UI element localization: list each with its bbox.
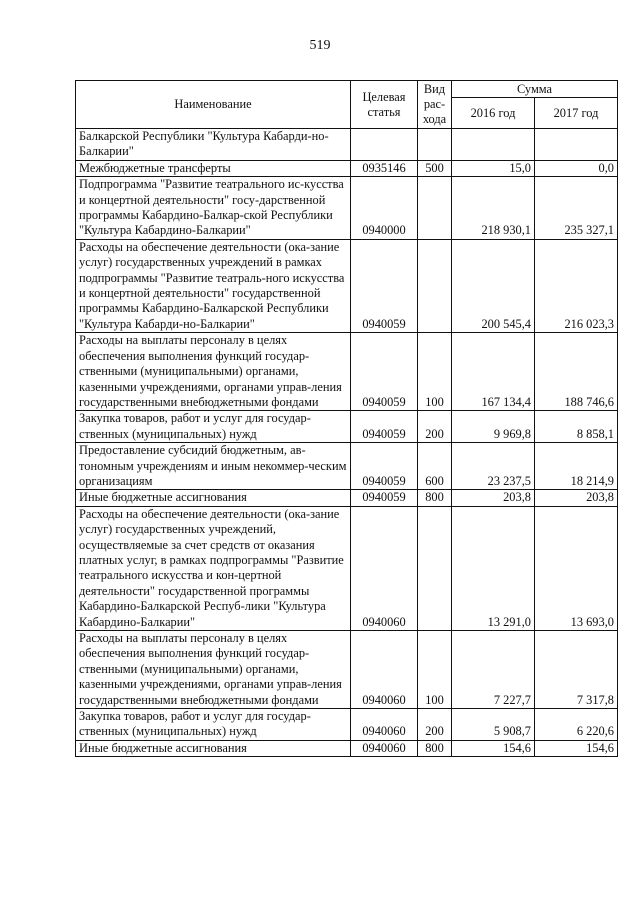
- row-sum-2017-cell: 203,8: [535, 490, 618, 506]
- header-year-2017: 2017 год: [535, 98, 618, 129]
- row-sum-2016-cell: 167 134,4: [452, 333, 535, 411]
- header-expense-type: Вид рас-хода: [418, 81, 452, 129]
- table-row: [76, 443, 618, 490]
- row-target-article-cell: 0940000: [351, 177, 418, 240]
- row-expense-type-cell: [418, 506, 452, 630]
- row-sum-2017-cell: 0,0: [535, 160, 618, 176]
- row-sum-2016-cell: 154,6: [452, 740, 535, 756]
- table-row: [76, 333, 618, 411]
- row-sum-2016-cell: 203,8: [452, 490, 535, 506]
- row-sum-2016-cell: 218 930,1: [452, 177, 535, 240]
- row-target-article-cell: 0940059: [351, 490, 418, 506]
- row-expense-type-cell: 600: [418, 443, 452, 490]
- row-sum-2016-cell: 23 237,5: [452, 443, 535, 490]
- table-row: [76, 506, 618, 630]
- row-sum-2016-cell: 200 545,4: [452, 239, 535, 332]
- row-expense-type-cell: 100: [418, 333, 452, 411]
- row-sum-2016-cell: 15,0: [452, 160, 535, 176]
- row-sum-2016-cell: 7 227,7: [452, 631, 535, 709]
- row-sum-2017-cell: 18 214,9: [535, 443, 618, 490]
- row-sum-2017-cell: 235 327,1: [535, 177, 618, 240]
- table-row: [76, 631, 618, 709]
- table-row: [76, 177, 618, 240]
- row-name-cell: Расходы на обеспечение деятельности (ока-зание услуг) государственных учреждений в рамках подпрограммы "Развитие театраль-ного искусства и концертной деятельности" государственной программы Кабардино-Балкарской Республики "Культура Кабарди-но-Балкарии": [76, 239, 351, 332]
- row-name-cell: Закупка товаров, работ и услуг для государ-ственных (муниципальных) нужд: [76, 411, 351, 443]
- row-name-cell: Балкарской Республики "Культура Кабарди-но-Балкарии": [76, 129, 351, 161]
- row-name-cell: Межбюджетные трансферты: [76, 160, 351, 176]
- row-name-cell: Расходы на обеспечение деятельности (ока-зание услуг) государственных учреждений, осуществляемые за счет средств от оказания платных услуг, в рамках подпрограммы "Развитие театрального искусства и кон-цертной деятельности" государственной программы Кабардино-Балкарской Респуб-лики "Культура Кабардино-Балкарии": [76, 506, 351, 630]
- row-sum-2017-cell: 188 746,6: [535, 333, 618, 411]
- row-sum-2017-cell: 7 317,8: [535, 631, 618, 709]
- row-expense-type-cell: 200: [418, 709, 452, 741]
- table-row: [76, 490, 618, 506]
- table-header: [76, 81, 618, 129]
- page-number: 519: [309, 38, 331, 53]
- table-row: [76, 709, 618, 741]
- row-sum-2016-cell: 9 969,8: [452, 411, 535, 443]
- row-sum-2017-cell: 6 220,6: [535, 709, 618, 741]
- row-target-article-cell: 0940060: [351, 506, 418, 630]
- row-sum-2017-cell: 13 693,0: [535, 506, 618, 630]
- row-target-article-cell: 0940059: [351, 239, 418, 332]
- row-name-cell: Расходы на выплаты персоналу в целях обеспечения выполнения функций государ-ственными (муниципальными) органами, казенными учреждениями, органами управ-ления государственными внебюджетными фондами: [76, 631, 351, 709]
- row-sum-2017-cell: 8 858,1: [535, 411, 618, 443]
- row-expense-type-cell: 200: [418, 411, 452, 443]
- row-expense-type-cell: 800: [418, 740, 452, 756]
- row-name-cell: Иные бюджетные ассигнования: [76, 740, 351, 756]
- table-row: [76, 129, 618, 161]
- table-row: [76, 239, 618, 332]
- row-target-article-cell: 0940060: [351, 709, 418, 741]
- header-name: Наименование: [76, 81, 351, 129]
- header-sum: Сумма: [452, 81, 618, 98]
- row-name-cell: Закупка товаров, работ и услуг для государ-ственных (муниципальных) нужд: [76, 709, 351, 741]
- row-name-cell: Подпрограмма "Развитие театрального ис-кусства и концертной деятельности" госу-дарственной программы Кабардино-Балкар-ской Республики "Культура Кабардино-Балкарии": [76, 177, 351, 240]
- row-sum-2017-cell: 216 023,3: [535, 239, 618, 332]
- row-expense-type-cell: 100: [418, 631, 452, 709]
- table-body: [76, 129, 618, 757]
- header-year-2016: 2016 год: [452, 98, 535, 129]
- row-expense-type-cell: [418, 129, 452, 161]
- row-name-cell: Иные бюджетные ассигнования: [76, 490, 351, 506]
- row-target-article-cell: 0940059: [351, 443, 418, 490]
- table-row: [76, 740, 618, 756]
- header-target-article: Целевая статья: [351, 81, 418, 129]
- budget-table: [75, 80, 618, 757]
- row-expense-type-cell: 800: [418, 490, 452, 506]
- row-sum-2016-cell: 5 908,7: [452, 709, 535, 741]
- table-row: [76, 160, 618, 176]
- table-row: [76, 411, 618, 443]
- row-target-article-cell: 0940060: [351, 740, 418, 756]
- row-expense-type-cell: 500: [418, 160, 452, 176]
- row-sum-2017-cell: 154,6: [535, 740, 618, 756]
- row-name-cell: Предоставление субсидий бюджетным, ав-тономным учреждениям и иным некоммер-ческим организациям: [76, 443, 351, 490]
- row-target-article-cell: 0940060: [351, 631, 418, 709]
- row-expense-type-cell: [418, 239, 452, 332]
- row-target-article-cell: 0935146: [351, 160, 418, 176]
- row-expense-type-cell: [418, 177, 452, 240]
- row-target-article-cell: 0940059: [351, 333, 418, 411]
- row-sum-2017-cell: [535, 129, 618, 161]
- row-name-cell: Расходы на выплаты персоналу в целях обеспечения выполнения функций государ-ственными (муниципальными) органами, казенными учреждениями, органами управ-ления государственными внебюджетными фондами: [76, 333, 351, 411]
- row-target-article-cell: [351, 129, 418, 161]
- row-target-article-cell: 0940059: [351, 411, 418, 443]
- row-sum-2016-cell: [452, 129, 535, 161]
- row-sum-2016-cell: 13 291,0: [452, 506, 535, 630]
